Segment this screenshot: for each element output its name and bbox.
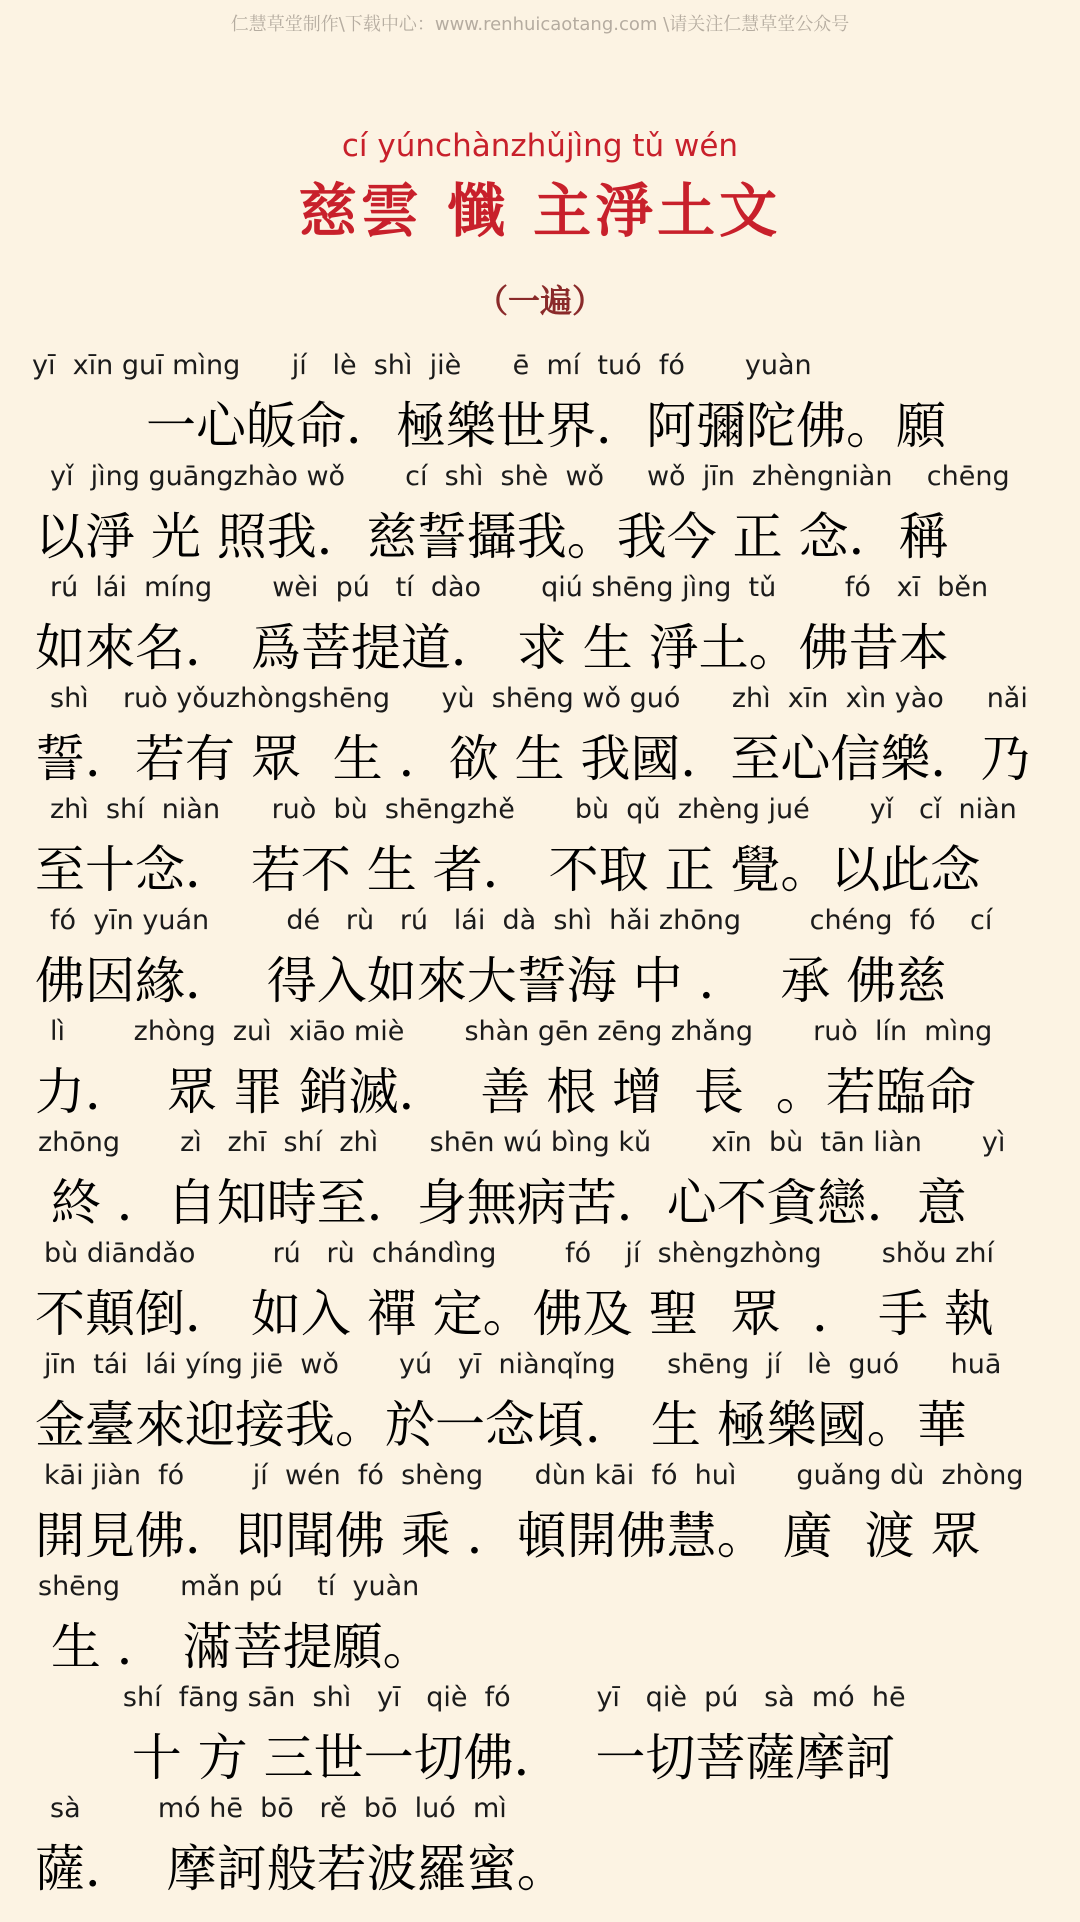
line-pinyin: yī xīn guī mìng jí lè shì jiè ē mí tuó fó yuàn: [32, 350, 812, 381]
page-title: 慈雲 懺 主淨土文: [298, 177, 782, 245]
watermark-header: 仁慧草堂制作\下载中心：www.renhuicaotang.com \请关注仁慧草堂公众号: [230, 14, 850, 35]
line-hanzi: 金臺來迎接我。於一念頃． 生 極樂國。華: [35, 1396, 967, 1454]
line-hanzi: 佛因緣． 得入如來大誓海 中 ． 承 佛慈: [35, 952, 947, 1010]
line-hanzi: 薩． 摩訶般若波羅蜜。: [35, 1840, 567, 1898]
line-hanzi: 至十念． 若不 生 者． 不取 正 覺。以此念: [35, 841, 981, 899]
text-line: [0, 1349, 1080, 1461]
text-line: [0, 1238, 1080, 1350]
text-line: [0, 683, 1080, 795]
recitation-count: （一遍）: [475, 282, 604, 320]
text-line: [0, 1127, 1080, 1239]
text-line: [0, 794, 1080, 906]
text-line: [0, 1682, 1080, 1794]
line-hanzi: 終 ．自知時至．身無病苦．心不貪戀．意: [35, 1174, 967, 1232]
line-hanzi: 不顛倒． 如入 禪 定。佛及 聖 眾 ． 手 執: [35, 1285, 994, 1343]
text-line: [0, 1016, 1080, 1128]
line-pinyin: lì zhòng zuì xiāo miè shàn gēn zēng zhǎng ruò lín mìng: [50, 1016, 993, 1047]
line-hanzi: 開見佛．即聞佛 乘 ．頓開佛慧。 廣 渡 眾: [35, 1507, 981, 1565]
line-pinyin: sà mó hē bō rě bō luó mì: [50, 1793, 507, 1824]
line-hanzi: 一心皈命．極樂世界．阿彌陀佛。願: [146, 397, 946, 455]
line-pinyin: kāi jiàn fó jí wén fó shèng dùn kāi fó huì guǎng dù zhòng: [44, 1460, 1024, 1491]
text-line: [0, 350, 1080, 462]
line-pinyin: zhōng zì zhī shí zhì shēn wú bìng kǔ xīn bù tān liàn yì: [38, 1127, 1006, 1158]
line-hanzi: 誓．若有 眾 生 ．欲 生 我國．至心信樂．乃: [35, 730, 1031, 788]
line-pinyin: yǐ jìng guāngzhào wǒ cí shì shè wǒ wǒ jīn zhèngniàn chēng: [50, 461, 1010, 492]
line-pinyin: jīn tái lái yíng jiē wǒ yú yī niànqǐng shēng jí lè guó huā: [44, 1349, 1002, 1380]
line-pinyin: zhì shí niàn ruò bù shēngzhě bù qǔ zhèng jué yǐ cǐ niàn: [50, 794, 1017, 825]
line-pinyin: shì ruò yǒuzhòngshēng yù shēng wǒ guó zhì xīn xìn yào nǎi: [50, 683, 1028, 714]
text-line: [0, 461, 1080, 573]
text-line: [0, 572, 1080, 684]
text-line: [0, 1460, 1080, 1572]
text-line: [0, 1793, 1080, 1905]
text-line: [0, 1571, 1080, 1683]
line-pinyin: bù diāndǎo rú rù chándìng fó jí shèngzhòng shǒu zhí: [44, 1238, 994, 1269]
line-pinyin: fó yīn yuán dé rù rú lái dà shì hǎi zhōng chéng fó cí: [50, 905, 993, 936]
text-line: [0, 905, 1080, 1017]
title-pinyin: cí yúnchànzhǔjìng tǔ wén: [341, 128, 739, 164]
line-pinyin: shēng mǎn pú tí yuàn: [38, 1571, 420, 1602]
line-hanzi: 如來名． 爲菩提道． 求 生 淨土。佛昔本: [35, 619, 949, 677]
line-hanzi: 以淨 光 照我．慈誓攝我。我今 正 念．稱: [35, 508, 949, 566]
line-pinyin: rú lái míng wèi pú tí dào qiú shēng jìng tǔ fó xī běn: [50, 572, 989, 603]
line-hanzi: 力． 眾 罪 銷滅． 善 根 增 長 。若臨命: [35, 1063, 976, 1121]
line-hanzi: 生 ． 滿菩提願。: [35, 1618, 433, 1676]
line-hanzi: 十 方 三世一切佛． 一切菩薩摩訶: [100, 1729, 896, 1787]
line-pinyin: shí fāng sān shì yī qiè fó yī qiè pú sà mó hē: [80, 1682, 906, 1713]
